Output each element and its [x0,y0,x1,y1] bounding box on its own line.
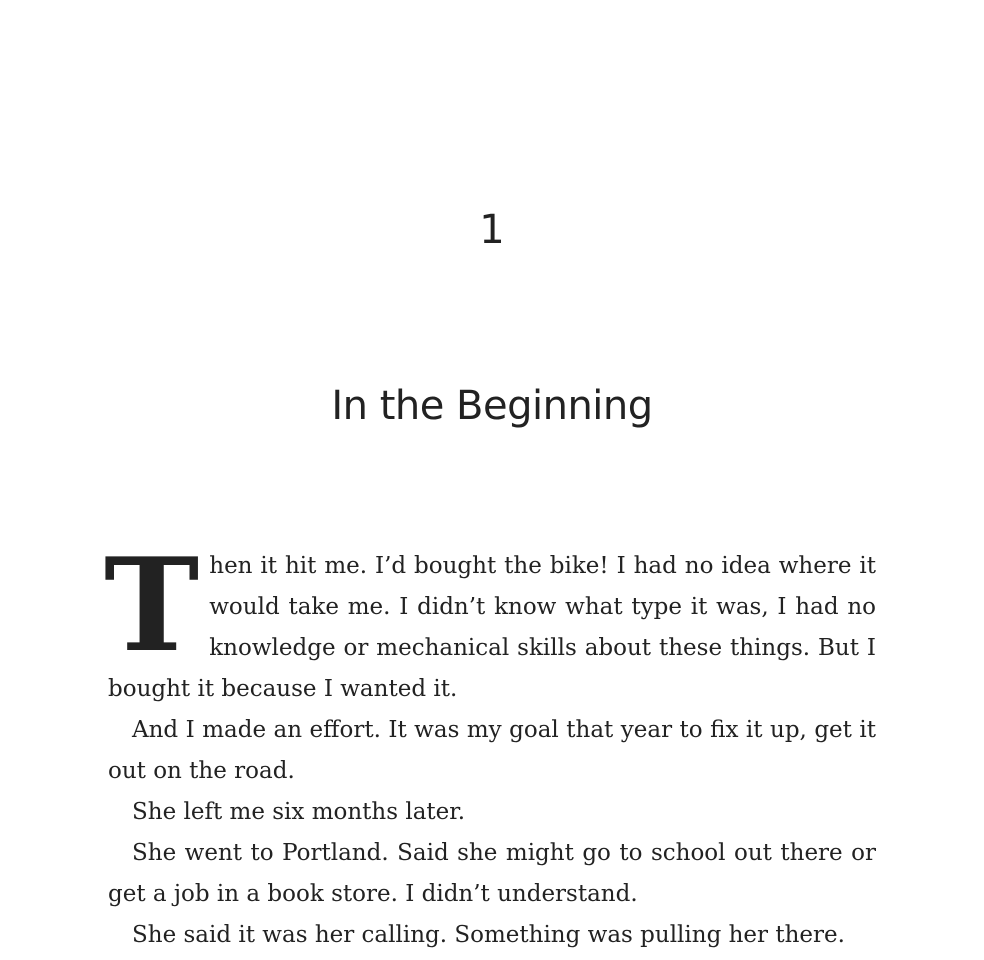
chapter-title: In the Beginning [331,383,653,429]
drop-cap: T [104,531,200,681]
body-paragraph: She left me six months later. [132,799,466,825]
chapter-number: 1 [479,207,505,253]
paragraph-text: hen it hit me. I’d bought the bike! I had no idea where it would take me. I didn’t know what type it was, I had no knowledge or mechanical skills about these things. But I bought it because I wanted it. [108,553,876,702]
body-paragraph: She went to Portland. Said she might go to school out there or get a job in a book store. I didn’t understand. [108,840,876,907]
chapter-body [104,531,876,956]
body-paragraph: She said it was her calling. Something was pulling her there. [132,922,845,948]
body-paragraph: And I made an effort. It was my goal that year to fix it up, get it out on the road. [108,717,876,784]
body-paragraph [104,531,876,710]
